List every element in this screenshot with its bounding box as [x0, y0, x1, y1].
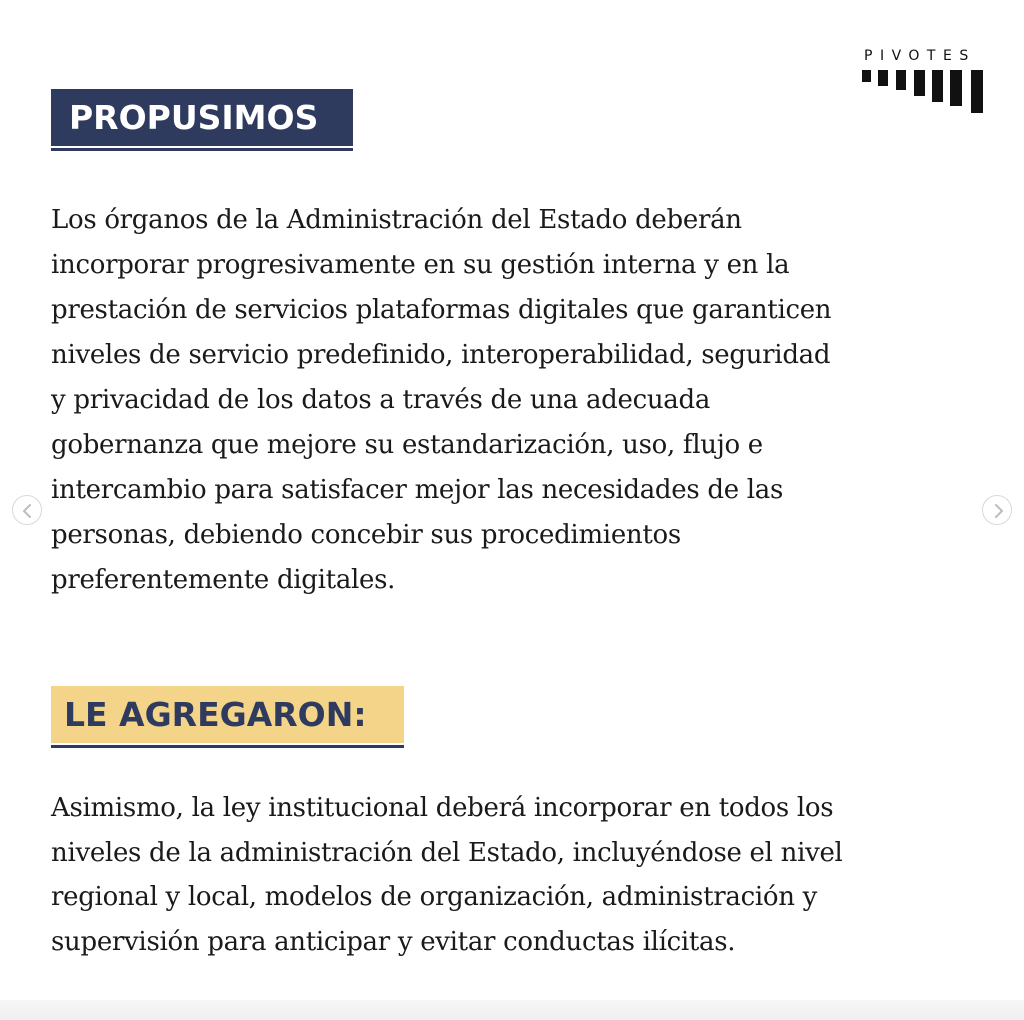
chevron-right-icon: [983, 496, 1013, 526]
heading-underline: [51, 745, 404, 748]
section-heading-propusimos: PROPUSIMOS: [51, 89, 353, 146]
paragraph-le-agregaron: [51, 786, 843, 965]
paragraph-line: incorporar progresivamente en su gestión interna y en la: [51, 250, 790, 280]
paragraph-line: regional y local, modelos de organización, administración y: [51, 882, 818, 913]
paragraph-line: intercambio para satisfacer mejor las necesidades de las: [51, 475, 784, 505]
heading-underline: [51, 148, 353, 151]
section-heading-le-agregaron: LE AGREGARON:: [51, 686, 404, 743]
paragraph-propusimos: [51, 198, 831, 603]
paragraph-line: niveles de la administración del Estado, incluyéndose el nivel: [51, 837, 843, 868]
logo-bars-icon: [862, 70, 986, 114]
chevron-left-icon: [13, 496, 43, 526]
pivotes-logo: [862, 48, 986, 116]
bottom-edge-shade: [0, 1000, 1024, 1020]
paragraph-line: gobernanza que mejore su estandarización, uso, flujo e: [51, 430, 763, 460]
paragraph-line: preferentemente digitales.: [51, 565, 396, 595]
paragraph-line: y privacidad de los datos a través de una adecuada: [51, 385, 711, 415]
carousel-next-button[interactable]: [982, 495, 1012, 525]
paragraph-line: supervisión para anticipar y evitar conductas ilícitas.: [51, 927, 736, 958]
logo-wordmark: PIVOTES: [864, 48, 976, 64]
paragraph-line: personas, debiendo concebir sus procedimientos: [51, 520, 681, 550]
paragraph-line: Los órganos de la Administración del Estado deberán: [51, 205, 742, 235]
paragraph-line: Asimismo, la ley institucional deberá incorporar en todos los: [51, 793, 834, 823]
carousel-prev-button[interactable]: [12, 495, 42, 525]
paragraph-line: prestación de servicios plataformas digitales que garanticen: [51, 295, 832, 325]
paragraph-line: niveles de servicio predefinido, interoperabilidad, seguridad: [51, 340, 831, 370]
